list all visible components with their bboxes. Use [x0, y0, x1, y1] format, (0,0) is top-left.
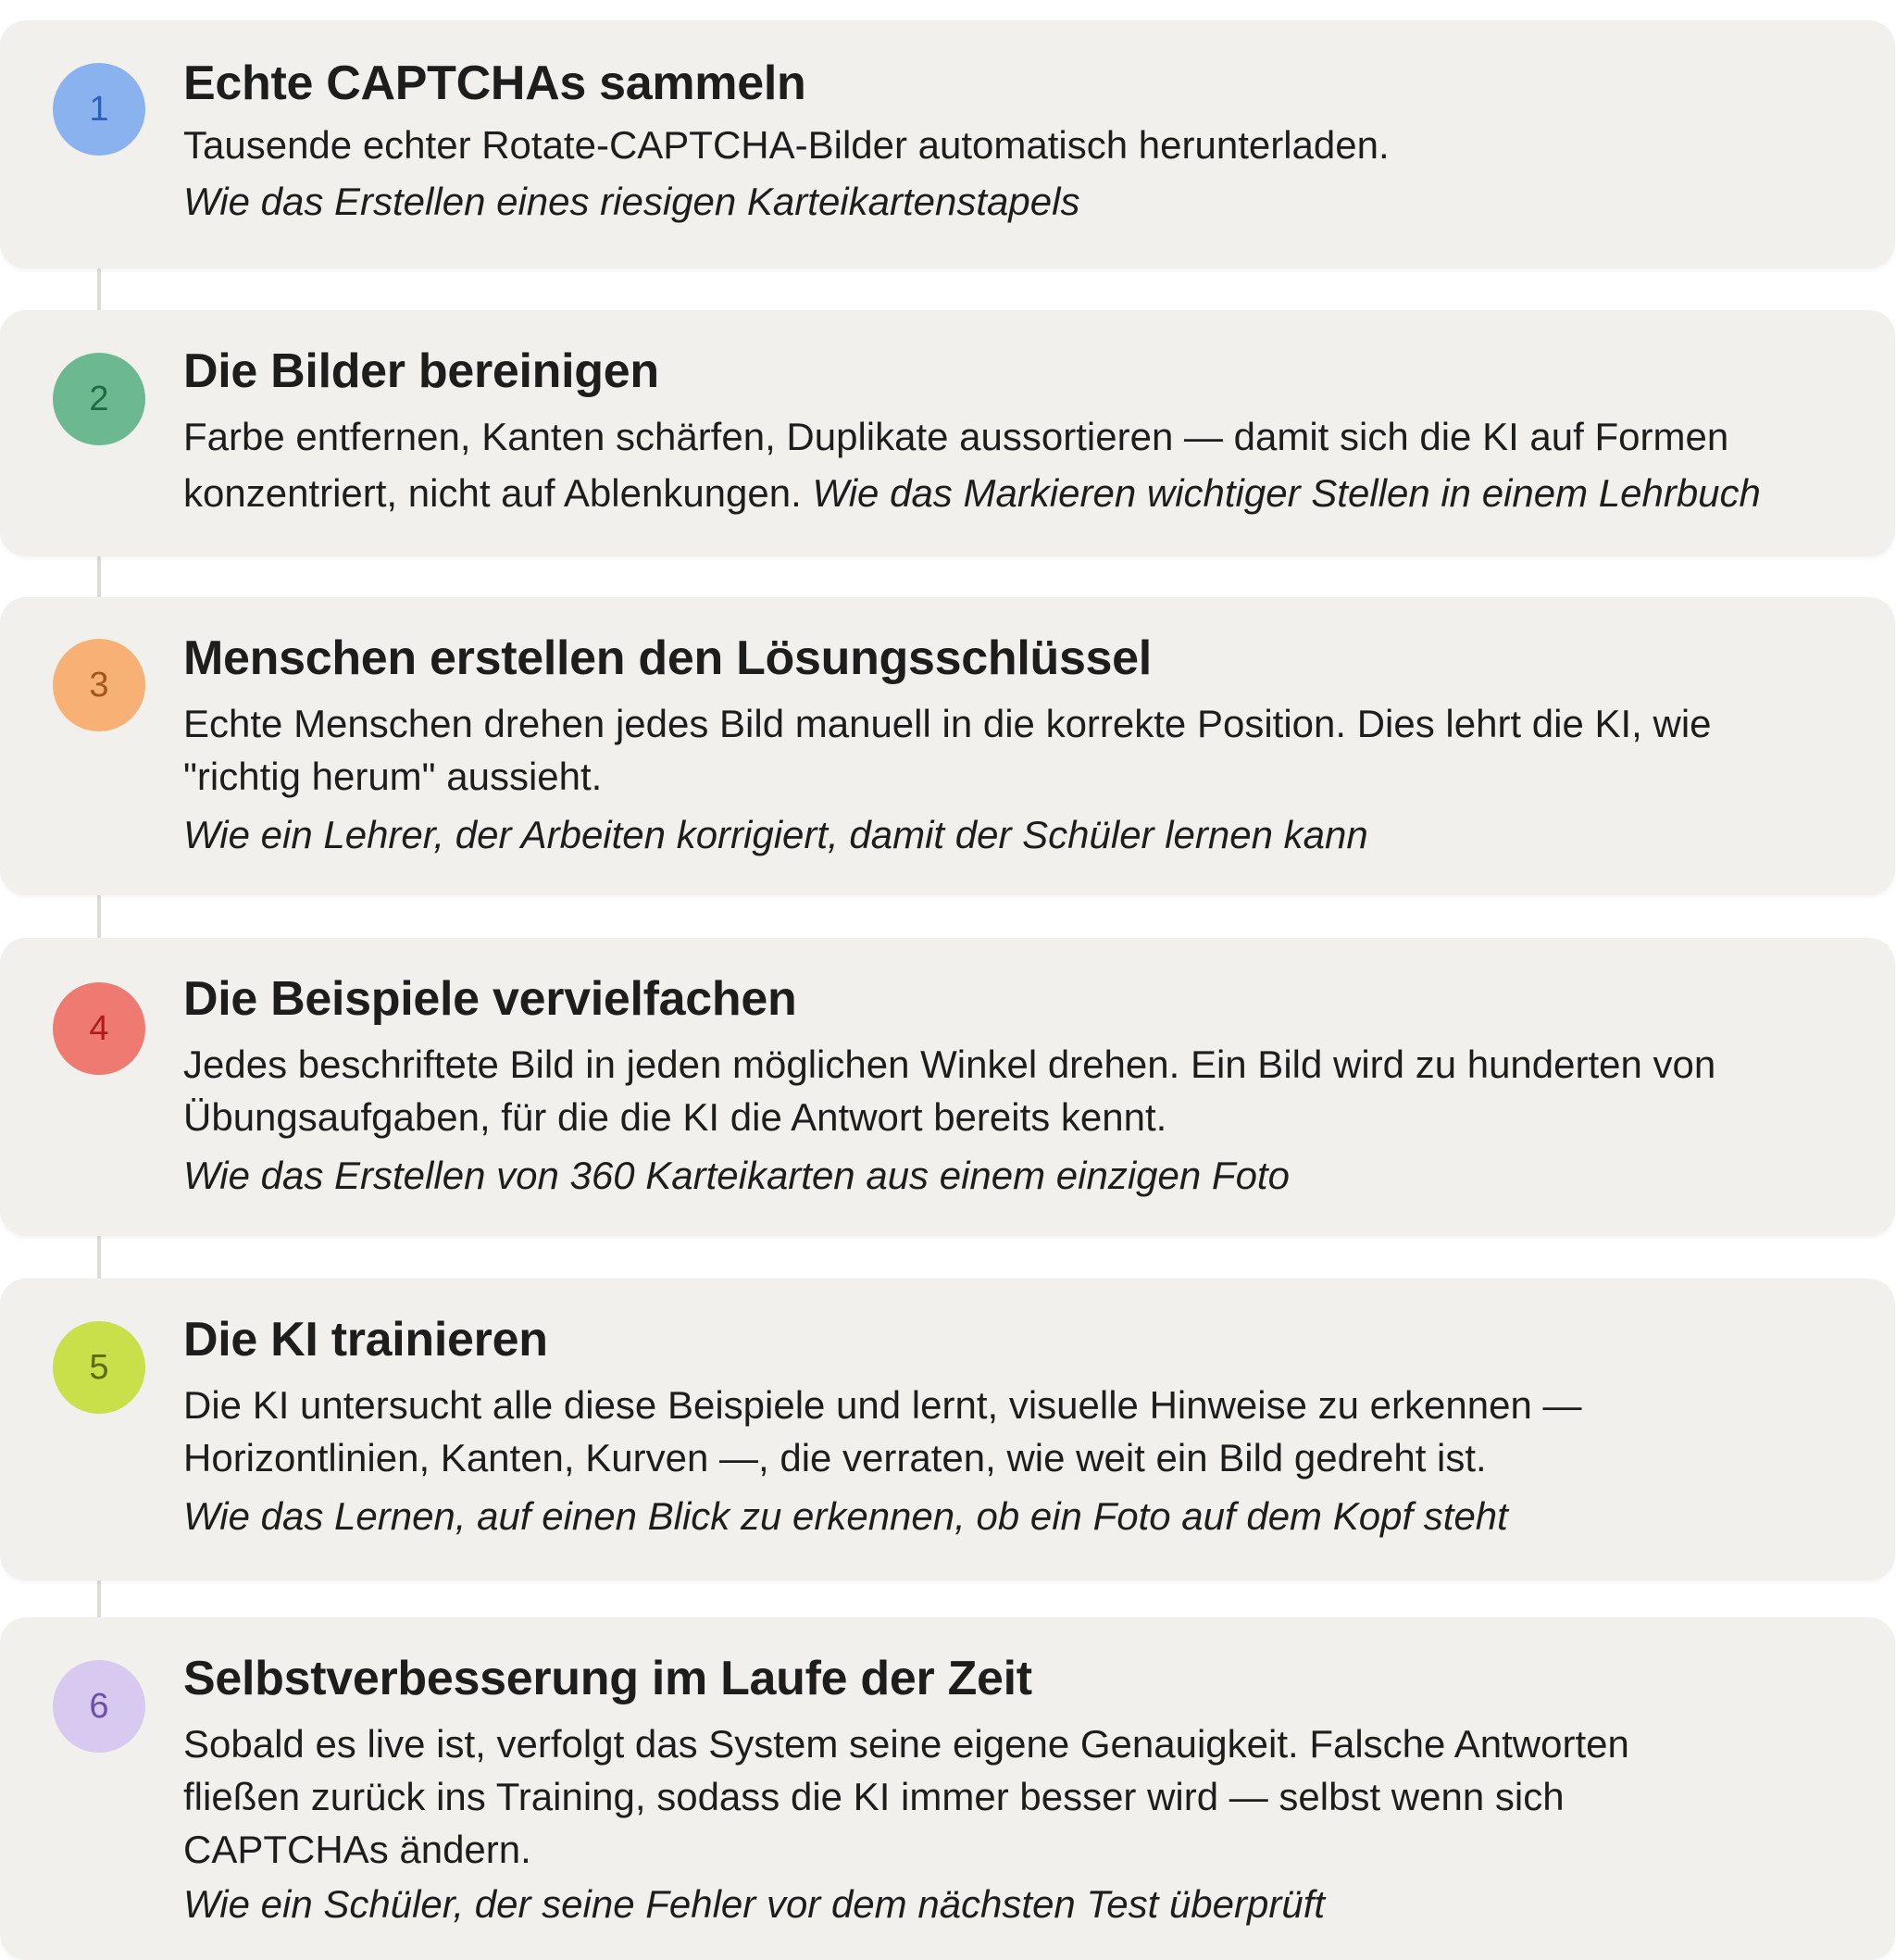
step-description-line: Horizontlinien, Kanten, Kurven —, die verraten, wie weit ein Bild gedreht ist. — [183, 1436, 1487, 1479]
step-title: Die KI trainieren — [183, 1313, 548, 1367]
step-card-1 — [0, 20, 1895, 268]
step-description-line: Jedes beschriftete Bild in jeden möglichen Winkel drehen. Ein Bild wird zu hunderten von — [183, 1042, 1716, 1086]
step-number-badge — [53, 639, 145, 731]
step-number-badge — [53, 982, 145, 1075]
step-description-line — [183, 467, 1858, 519]
step-description-line: Übungsaufgaben, für die die KI die Antwort bereits kennt. — [183, 1095, 1167, 1139]
step-analogy: Wie das Lernen, auf einen Blick zu erkennen, ob ein Foto auf dem Kopf steht — [183, 1494, 1508, 1538]
step-card-2 — [0, 310, 1895, 556]
step-analogy: Wie das Erstellen von 360 Karteikarten aus einem einzigen Foto — [183, 1154, 1290, 1197]
step-card-6 — [0, 1617, 1895, 1960]
step-title: Die Bilder bereinigen — [183, 344, 659, 398]
step-title: Selbstverbesserung im Laufe der Zeit — [183, 1652, 1032, 1705]
step-number-badge — [53, 63, 145, 156]
step-analogy: Wie ein Schüler, der seine Fehler vor dem nächsten Test überprüft — [183, 1882, 1326, 1926]
step-number: 1 — [89, 90, 109, 129]
step-description-line: CAPTCHAs ändern. — [183, 1828, 531, 1871]
step-number: 6 — [89, 1687, 109, 1726]
step-content — [183, 966, 1858, 1204]
step-title: Menschen erstellen den Lösungsschlüssel — [183, 631, 1152, 685]
step-card-5 — [0, 1279, 1895, 1580]
step-description-line: Echte Menschen drehen jedes Bild manuell in die korrekte Position. Dies lehrt die KI, wie — [183, 702, 1712, 745]
step-title: Echte CAPTCHAs sammeln — [183, 56, 806, 110]
step-content — [183, 1306, 1858, 1544]
step-number: 3 — [89, 666, 109, 705]
step-number-badge — [53, 1321, 145, 1414]
step-description-text: konzentriert, nicht auf Ablenkungen. — [183, 471, 802, 515]
step-number: 5 — [89, 1348, 109, 1387]
step-analogy: Wie das Markieren wichtiger Stellen in einem Lehrbuch — [812, 471, 1761, 515]
step-content — [183, 50, 1858, 230]
step-analogy: Wie das Erstellen eines riesigen Karteikartenstapels — [183, 180, 1080, 223]
step-description-line: Farbe entfernen, Kanten schärfen, Duplikate aussortieren — damit sich die KI auf Formen — [183, 415, 1729, 458]
step-description: Tausende echter Rotate-CAPTCHA-Bilder automatisch herunterladen. — [183, 123, 1390, 167]
step-description-line: Die KI untersucht alle diese Beispiele und lernt, visuelle Hinweise zu erkennen — — [183, 1383, 1582, 1427]
step-description-line: Sobald es live ist, verfolgt das System seine eigene Genauigkeit. Falsche Antworten — [183, 1722, 1629, 1766]
step-number-badge — [53, 1660, 145, 1753]
step-title: Die Beispiele vervielfachen — [183, 972, 797, 1026]
step-description-line: "richtig herum" aussieht. — [183, 755, 603, 798]
step-analogy: Wie ein Lehrer, der Arbeiten korrigiert, damit der Schüler lernen kann — [183, 813, 1368, 856]
step-number-badge — [53, 353, 145, 445]
step-content — [183, 338, 1858, 519]
step-number: 4 — [89, 1009, 109, 1048]
step-card-3 — [0, 597, 1895, 895]
step-content — [183, 1645, 1858, 1932]
step-card-4 — [0, 938, 1895, 1236]
step-number: 2 — [89, 380, 109, 418]
step-content — [183, 625, 1858, 863]
step-description-line: fließen zurück ins Training, sodass die KI immer besser wird — selbst wenn sich — [183, 1775, 1565, 1818]
